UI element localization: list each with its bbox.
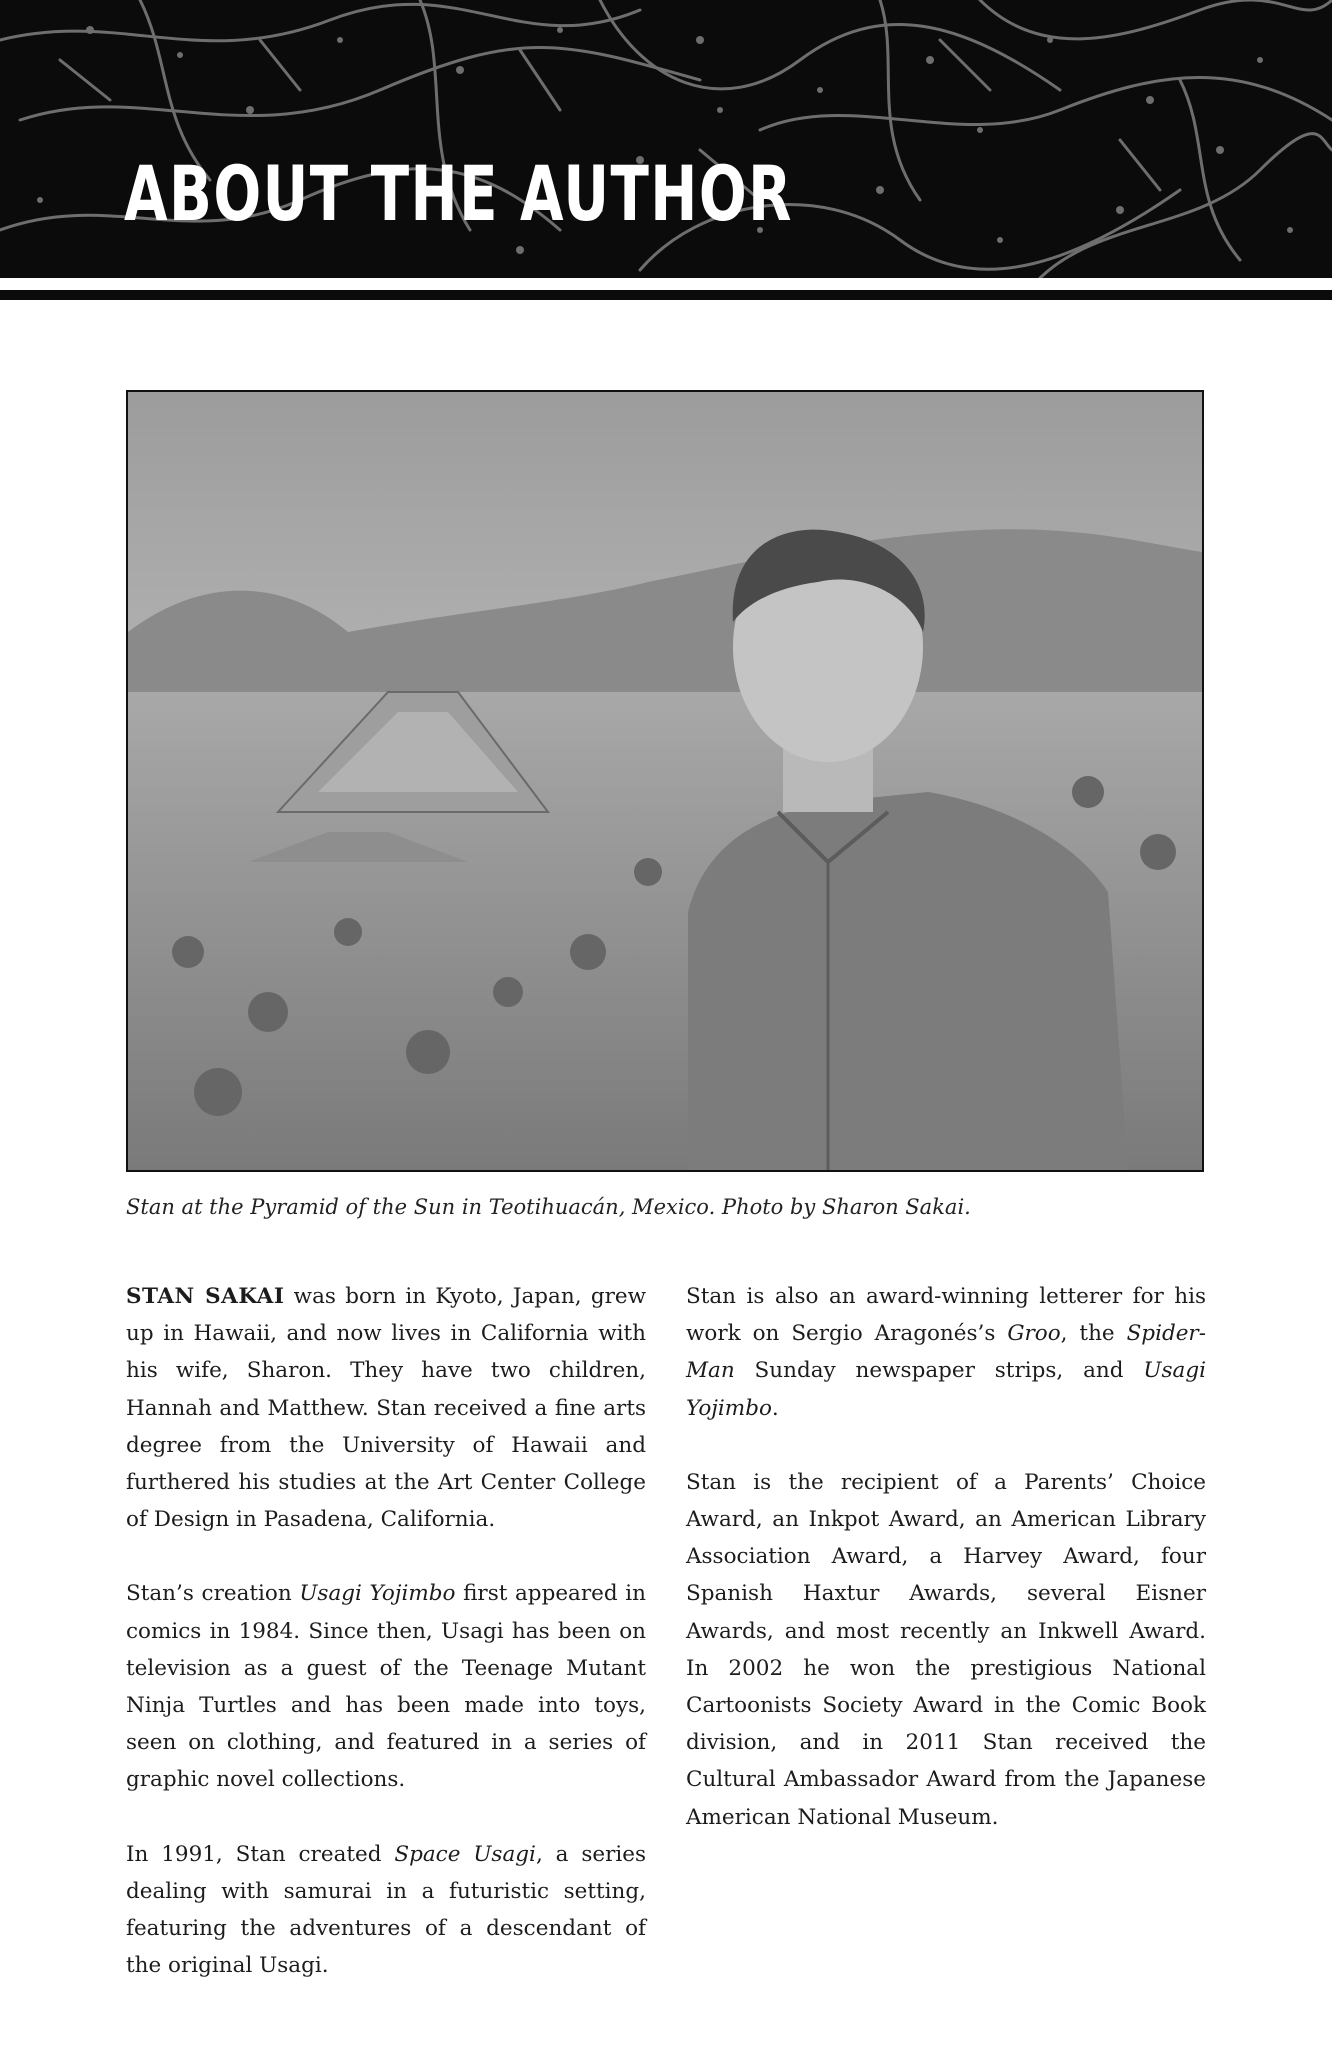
bio-left-column bbox=[126, 1278, 646, 2021]
bio-paragraph-2 bbox=[126, 1575, 646, 1798]
header-banner bbox=[0, 0, 1332, 278]
bio-text: Stan is also an award-winning letterer for his work on Sergio Aragonés’s bbox=[686, 1284, 1206, 1347]
bio-text: , the bbox=[1060, 1321, 1127, 1347]
divider-white bbox=[0, 278, 1332, 290]
bio-paragraph-3 bbox=[126, 1836, 646, 1985]
title-italic: Usagi Yojimbo bbox=[299, 1581, 456, 1607]
author-name: STAN SAKAI bbox=[126, 1284, 285, 1309]
title-italic: Space Usagi bbox=[394, 1841, 536, 1867]
page-title: ABOUT THE AUTHOR bbox=[124, 149, 793, 238]
bio-text: first appeared in comics in 1984. Since then, Usagi has been on television as a guest of the Teenage Mutant Ninja Turtles and has been made into toys, seen on clothing, and featured in a series of graphic novel collections. bbox=[126, 1581, 646, 1793]
photo-caption: Stan at the Pyramid of the Sun in Teotihuacán, Mexico. Photo by Sharon Sakai. bbox=[126, 1195, 971, 1219]
bio-text: Stan’s creation bbox=[126, 1581, 300, 1607]
bio-text: In 1991, Stan created bbox=[126, 1841, 395, 1867]
title-italic: Spider-Man bbox=[686, 1321, 1206, 1384]
bio-paragraph-4 bbox=[686, 1278, 1206, 1427]
bio-text: , a series dealing with samurai in a futuristic setting, featuring the adventures of a descendant of the original Usagi. bbox=[126, 1841, 646, 1979]
bio-text: was born in Kyoto, Japan, grew up in Hawaii, and now lives in California with his wife, Sharon. They have two children, Hannah and Matthew. Stan received a fine arts degree from the University of Hawaii and furthered his studies at the Art Center College of Design in Pasadena, California. bbox=[126, 1284, 646, 1533]
bio-paragraph-5 bbox=[686, 1464, 1206, 1836]
author-photo bbox=[126, 390, 1204, 1172]
bio-paragraph-1 bbox=[126, 1278, 646, 1538]
title-italic: Usagi Yojimbo bbox=[686, 1358, 1206, 1421]
bio-right-column bbox=[686, 1278, 1206, 1873]
bio-text: Sunday newspaper strips, and bbox=[734, 1358, 1144, 1384]
bio-text: Stan is the recipient of a Parents’ Choice Award, an Inkpot Award, an American Library Association Award, a Harvey Award, four Spanish Haxtur Awards, several Eisner Awards, and most recently an Inkwell Award. In 2002 he won the prestigious National Cartoonists Society Award in the Comic Book division, and in 2011 Stan received the Cultural Ambassador Award from the Japanese American National Museum. bbox=[686, 1469, 1206, 1830]
divider-black bbox=[0, 290, 1332, 300]
title-italic: Groo bbox=[1007, 1321, 1061, 1347]
bio-text: . bbox=[771, 1395, 779, 1421]
